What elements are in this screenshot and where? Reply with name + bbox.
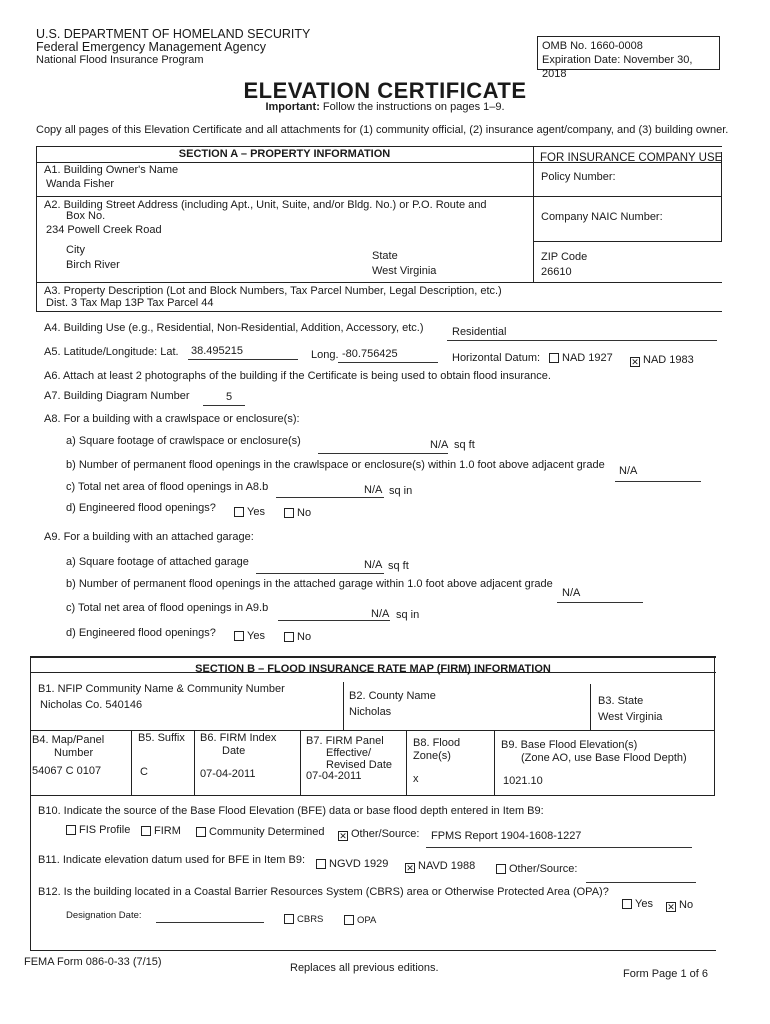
b6-label-line2: Date bbox=[222, 745, 246, 757]
a9d-yes-label: Yes bbox=[247, 630, 265, 642]
nad1927-label: NAD 1927 bbox=[562, 352, 613, 364]
a8c-unit: sq in bbox=[389, 485, 413, 497]
b9-label bbox=[501, 739, 687, 765]
city-value[interactable]: Birch River bbox=[66, 259, 120, 271]
nad1927-option[interactable] bbox=[549, 352, 613, 365]
longitude-label: Long. bbox=[311, 349, 339, 361]
zip-label: ZIP Code bbox=[541, 251, 588, 263]
diagram-number-value[interactable]: 5 bbox=[226, 391, 233, 403]
b7-label-line3: Revised Date bbox=[326, 759, 393, 771]
a9d-label: d) Engineered flood openings? bbox=[66, 627, 216, 639]
other-source-label: Other/Source: bbox=[351, 828, 420, 840]
ngvd-checkbox[interactable] bbox=[316, 859, 326, 869]
county-value[interactable]: Nicholas bbox=[349, 706, 392, 718]
horizontal-datum-label: Horizontal Datum: bbox=[452, 352, 541, 364]
a7-label: A7. Building Diagram Number bbox=[44, 390, 190, 402]
b9-label-line2: (Zone AO, use Base Flood Depth) bbox=[521, 752, 687, 764]
a9b-label: b) Number of permanent flood openings in the attached garage within 1.0 foot above adjacent grade bbox=[66, 578, 553, 590]
ngvd-label: NGVD 1929 bbox=[329, 858, 389, 870]
a9c-unit: sq in bbox=[396, 609, 420, 621]
b11-label: B11. Indicate elevation datum used for BFE in Item B9: bbox=[38, 854, 305, 866]
state-value[interactable]: West Virginia bbox=[372, 265, 437, 277]
b8-label bbox=[413, 737, 460, 763]
a8c-label: c) Total net area of flood openings in A8.b bbox=[66, 481, 269, 493]
property-description-value[interactable]: Dist. 3 Tax Map 13P Tax Parcel 44 bbox=[46, 297, 214, 309]
important-label: Important: bbox=[265, 101, 320, 113]
flood-zone-value[interactable]: x bbox=[413, 773, 419, 785]
opa-option[interactable] bbox=[344, 914, 376, 927]
community-value[interactable]: Nicholas Co. 540146 bbox=[40, 699, 143, 711]
other-source-checkbox[interactable]: ✕ bbox=[339, 831, 347, 841]
program-name: National Flood Insurance Program bbox=[36, 54, 204, 66]
nad1927-checkbox[interactable] bbox=[549, 353, 559, 363]
navd-checkbox[interactable]: ✕ bbox=[406, 863, 414, 873]
fis-option[interactable] bbox=[66, 824, 130, 837]
b6-label bbox=[200, 732, 276, 758]
b11-other-checkbox[interactable] bbox=[496, 864, 506, 874]
agency-header bbox=[36, 28, 310, 67]
form-title: ELEVATION CERTIFICATE bbox=[243, 78, 527, 103]
a8b-label: b) Number of permanent flood openings in the crawlspace or enclosure(s) within 1.0 foot above adjacent grade bbox=[66, 459, 605, 471]
b10-label: B10. Indicate the source of the Base Flood Elevation (BFE) data or base flood depth entered in Item B9: bbox=[38, 805, 544, 817]
insurance-use-heading: FOR INSURANCE COMPANY USE bbox=[540, 152, 723, 164]
a9-label: A9. For a building with an attached garage: bbox=[44, 531, 254, 543]
building-use-value[interactable]: Residential bbox=[452, 326, 507, 338]
b6-label-line1: B6. FIRM Index bbox=[200, 732, 277, 744]
b12-label: B12. Is the building located in a Coastal Barrier Resources System (CBRS) area or Otherwise Protected Area (OPA)? bbox=[38, 886, 609, 898]
latitude-value[interactable]: 38.495215 bbox=[191, 345, 243, 357]
map-panel-value[interactable]: 54067 C 0107 bbox=[32, 765, 102, 777]
b12-yes-option[interactable] bbox=[622, 898, 653, 911]
a9b-value[interactable]: N/A bbox=[562, 587, 581, 599]
opa-label: OPA bbox=[357, 915, 377, 926]
a8d-yes-option[interactable] bbox=[234, 506, 265, 519]
cbrs-label: CBRS bbox=[297, 914, 324, 925]
designation-date-label: Designation Date: bbox=[66, 910, 142, 921]
ngvd-option[interactable] bbox=[316, 858, 388, 871]
firm-panel-date-value[interactable]: 07-04-2011 bbox=[306, 770, 362, 782]
street-address-value[interactable]: 234 Powell Creek Road bbox=[46, 224, 162, 236]
navd-label: NAVD 1988 bbox=[418, 860, 476, 872]
community-label: Community Determined bbox=[209, 826, 325, 838]
b7-label-line2: Effective/ bbox=[326, 747, 372, 759]
opa-checkbox[interactable] bbox=[344, 915, 354, 925]
zip-value[interactable]: 26610 bbox=[541, 266, 572, 278]
b3-state-value[interactable]: West Virginia bbox=[598, 711, 663, 723]
b4-label-line2: Number bbox=[54, 747, 94, 759]
b8-label-line2: Zone(s) bbox=[413, 750, 451, 762]
community-checkbox[interactable] bbox=[196, 827, 206, 837]
cbrs-checkbox[interactable] bbox=[284, 914, 294, 924]
bfe-source-value[interactable]: FPMS Report 1904-1608-1227 bbox=[431, 830, 582, 842]
a8d-no-option[interactable] bbox=[284, 507, 311, 520]
policy-number-label: Policy Number: bbox=[541, 171, 616, 183]
a9d-yes-checkbox[interactable] bbox=[234, 631, 244, 641]
nad1983-option[interactable] bbox=[630, 354, 694, 367]
agency-name: Federal Emergency Management Agency bbox=[36, 40, 266, 54]
cbrs-option[interactable] bbox=[284, 913, 323, 926]
a8d-label: d) Engineered flood openings? bbox=[66, 502, 216, 514]
firm-label: FIRM bbox=[154, 825, 181, 837]
section-a-title: SECTION A – PROPERTY INFORMATION bbox=[178, 148, 391, 160]
community-option[interactable] bbox=[196, 826, 325, 839]
longitude-value[interactable]: -80.756425 bbox=[342, 348, 398, 360]
important-text: Follow the instructions on pages 1–9. bbox=[322, 101, 505, 113]
a8a-label: a) Square footage of crawlspace or enclosure(s) bbox=[66, 435, 301, 447]
a9d-no-checkbox[interactable] bbox=[284, 632, 294, 642]
suffix-value[interactable]: C bbox=[140, 766, 148, 778]
b4-label-line1: B4. Map/Panel bbox=[32, 734, 105, 746]
b12-yes-label: Yes bbox=[635, 898, 653, 910]
a9c-value[interactable]: N/A bbox=[371, 608, 390, 620]
b11-other-option[interactable] bbox=[496, 863, 577, 876]
form-number: FEMA Form 086-0-33 (7/15) bbox=[24, 956, 162, 968]
page-number: Form Page 1 of 6 bbox=[623, 968, 708, 980]
b4-label bbox=[32, 734, 104, 760]
nad1983-checkbox[interactable]: ✕ bbox=[631, 357, 639, 367]
a9d-no-option[interactable] bbox=[284, 631, 311, 644]
a9a-value[interactable]: N/A bbox=[364, 559, 383, 571]
a8d-yes-checkbox[interactable] bbox=[234, 507, 244, 517]
fis-checkbox[interactable] bbox=[66, 825, 76, 835]
a8a-value[interactable]: N/A bbox=[430, 439, 449, 451]
replaces-note: Replaces all previous editions. bbox=[290, 962, 439, 974]
a4-label: A4. Building Use (e.g., Residential, Non-Residential, Addition, Accessory, etc.) bbox=[44, 322, 424, 334]
nad1983-label: NAD 1983 bbox=[643, 354, 694, 366]
b12-no-option[interactable] bbox=[666, 899, 693, 912]
b12-no-checkbox[interactable]: ✕ bbox=[667, 902, 675, 912]
a9a-unit: sq ft bbox=[388, 560, 409, 572]
a8d-yes-label: Yes bbox=[247, 506, 265, 518]
a8d-no-label: No bbox=[297, 507, 312, 519]
a8b-value[interactable]: N/A bbox=[619, 465, 638, 477]
copy-note: Copy all pages of this Elevation Certificate and all attachments for (1) community official, (2) insurance agent/company, and (3) building owner. bbox=[36, 124, 729, 136]
b3-label: B3. State bbox=[598, 695, 644, 707]
navd-option[interactable] bbox=[405, 860, 475, 873]
fis-label: FIS Profile bbox=[79, 824, 131, 836]
section-b-title: SECTION B – FLOOD INSURANCE RATE MAP (FIRM) INFORMATION bbox=[195, 663, 551, 675]
b12-no-label: No bbox=[679, 899, 694, 911]
a2-label-box: Box No. bbox=[66, 210, 106, 222]
company-naic-label: Company NAIC Number: bbox=[541, 211, 663, 223]
a9a-label: a) Square footage of attached garage bbox=[66, 556, 249, 568]
a9c-label: c) Total net area of flood openings in A9.b bbox=[66, 602, 269, 614]
a6-label: A6. Attach at least 2 photographs of the building if the Certificate is being used to obtain flood insurance. bbox=[44, 370, 551, 382]
important-note bbox=[0, 101, 770, 113]
b12-yes-checkbox[interactable] bbox=[622, 899, 632, 909]
firm-index-date-value[interactable]: 07-04-2011 bbox=[200, 768, 256, 780]
a8c-value[interactable]: N/A bbox=[364, 484, 383, 496]
b7-label bbox=[306, 735, 392, 771]
b1-label: B1. NFIP Community Name & Community Number bbox=[38, 683, 285, 695]
a5-label: A5. Latitude/Longitude: Lat. bbox=[44, 346, 179, 358]
a2-label: A2. Building Street Address (including Apt., Unit, Suite, and/or Bldg. No.) or P.O. Route and bbox=[44, 199, 487, 211]
city-label: City bbox=[66, 244, 85, 256]
b5-label: B5. Suffix bbox=[138, 732, 185, 744]
owner-name-value[interactable]: Wanda Fisher bbox=[46, 178, 115, 190]
b2-label: B2. County Name bbox=[349, 690, 436, 702]
a8a-unit: sq ft bbox=[454, 439, 475, 451]
expiration-date: Expiration Date: November 30, 2018 bbox=[542, 54, 693, 80]
other-source-option[interactable] bbox=[338, 828, 419, 841]
b8-label-line1: B8. Flood bbox=[413, 737, 461, 749]
base-flood-elevation-value[interactable]: 1021.10 bbox=[503, 775, 543, 787]
firm-option[interactable] bbox=[141, 825, 181, 838]
firm-checkbox[interactable] bbox=[141, 826, 151, 836]
a8-label: A8. For a building with a crawlspace or enclosure(s): bbox=[44, 413, 300, 425]
state-label: State bbox=[372, 250, 398, 262]
a9d-no-label: No bbox=[297, 631, 312, 643]
a8d-no-checkbox[interactable] bbox=[284, 508, 294, 518]
b9-label-line1: B9. Base Flood Elevation(s) bbox=[501, 739, 638, 751]
a9d-yes-option[interactable] bbox=[234, 630, 265, 643]
b11-other-label: Other/Source: bbox=[509, 863, 578, 875]
omb-box bbox=[537, 36, 720, 80]
a1-label: A1. Building Owner's Name bbox=[44, 164, 179, 176]
a3-label: A3. Property Description (Lot and Block Numbers, Tax Parcel Number, Legal Description, etc.) bbox=[44, 285, 502, 297]
omb-number: OMB No. 1660-0008 bbox=[542, 40, 643, 52]
department-name: U.S. DEPARTMENT OF HOMELAND SECURITY bbox=[36, 27, 311, 41]
b7-label-line1: B7. FIRM Panel bbox=[306, 735, 384, 747]
